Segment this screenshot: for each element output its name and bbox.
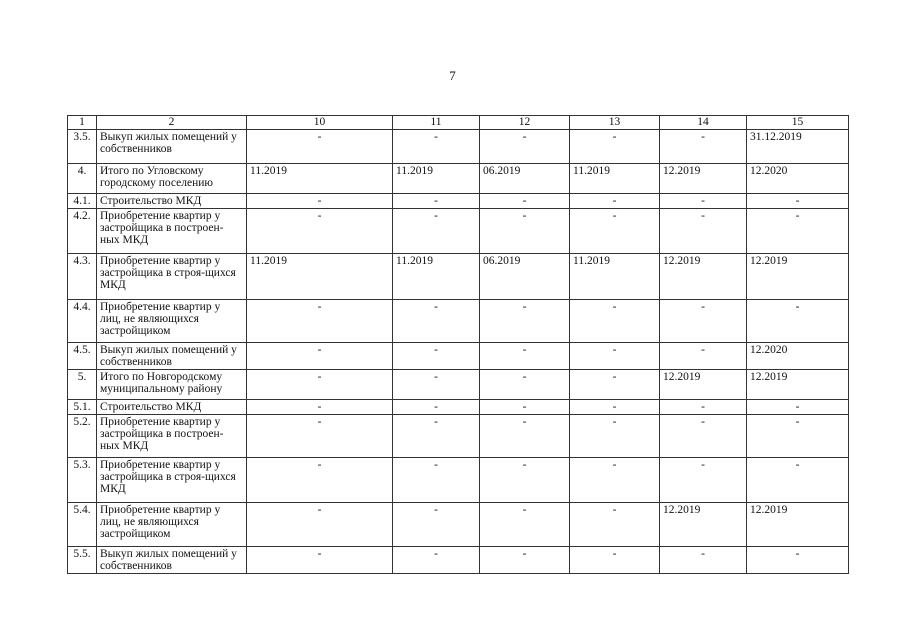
table-row — [68, 194, 849, 209]
table-row — [68, 415, 849, 458]
value-cell: 12.2019 — [747, 370, 849, 400]
table-row — [68, 370, 849, 400]
row-name-cell: Приобретение квартир у застройщика в построен-ных МКД — [97, 415, 247, 458]
value-cell: - — [247, 300, 393, 343]
value-cell: - — [570, 300, 660, 343]
value-cell: - — [247, 415, 393, 458]
value-cell: - — [660, 209, 747, 254]
value-cell: - — [660, 343, 747, 370]
row-number-cell: 5.3. — [68, 458, 97, 503]
value-cell: - — [570, 370, 660, 400]
value-cell: 12.2020 — [747, 164, 849, 194]
value-cell: 11.2019 — [247, 254, 393, 300]
value-cell: - — [747, 415, 849, 458]
row-number-cell: 4.2. — [68, 209, 97, 254]
table-row — [68, 547, 849, 574]
table-row — [68, 130, 849, 164]
schedule-table — [67, 115, 849, 574]
row-name-cell: Итого по Угловскому городскому поселению — [97, 164, 247, 194]
column-header: 14 — [660, 116, 747, 130]
table-row — [68, 300, 849, 343]
row-name-cell: Приобретение квартир у застройщика в строя-щихся МКД — [97, 458, 247, 503]
value-cell: - — [570, 547, 660, 574]
row-number-cell: 3.5. — [68, 130, 97, 164]
value-cell: - — [480, 400, 570, 415]
value-cell: - — [480, 415, 570, 458]
row-number-cell: 4.3. — [68, 254, 97, 300]
value-cell: - — [247, 130, 393, 164]
value-cell: - — [747, 547, 849, 574]
value-cell: 11.2019 — [247, 164, 393, 194]
value-cell: - — [660, 130, 747, 164]
value-cell: 12.2019 — [660, 503, 747, 547]
row-number-cell: 5.5. — [68, 547, 97, 574]
value-cell: 11.2019 — [570, 164, 660, 194]
value-cell: - — [660, 400, 747, 415]
column-header: 10 — [247, 116, 393, 130]
row-number-cell: 5.4. — [68, 503, 97, 547]
column-header: 2 — [97, 116, 247, 130]
value-cell: - — [480, 343, 570, 370]
value-cell: - — [747, 209, 849, 254]
row-name-cell: Строительство МКД — [97, 400, 247, 415]
value-cell: - — [247, 343, 393, 370]
value-cell: - — [480, 130, 570, 164]
row-number-cell: 4.4. — [68, 300, 97, 343]
value-cell: - — [570, 415, 660, 458]
value-cell: - — [660, 547, 747, 574]
value-cell: - — [480, 370, 570, 400]
table-row — [68, 458, 849, 503]
value-cell: 06.2019 — [480, 254, 570, 300]
value-cell: - — [480, 300, 570, 343]
value-cell: 11.2019 — [393, 254, 480, 300]
value-cell: 12.2019 — [660, 164, 747, 194]
value-cell: - — [247, 503, 393, 547]
value-cell: - — [393, 130, 480, 164]
value-cell: - — [393, 547, 480, 574]
row-number-cell: 5.1. — [68, 400, 97, 415]
value-cell: - — [747, 300, 849, 343]
row-name-cell: Выкуп жилых помещений у собственников — [97, 547, 247, 574]
value-cell: - — [247, 400, 393, 415]
value-cell: - — [393, 400, 480, 415]
table-row — [68, 400, 849, 415]
value-cell: - — [747, 194, 849, 209]
value-cell: 11.2019 — [570, 254, 660, 300]
value-cell: 06.2019 — [480, 164, 570, 194]
row-name-cell: Строительство МКД — [97, 194, 247, 209]
value-cell: - — [480, 503, 570, 547]
column-header: 12 — [480, 116, 570, 130]
table-row — [68, 254, 849, 300]
value-cell: - — [393, 343, 480, 370]
column-header: 15 — [747, 116, 849, 130]
value-cell: - — [247, 458, 393, 503]
value-cell: - — [393, 458, 480, 503]
value-cell: - — [480, 547, 570, 574]
value-cell: 12.2019 — [747, 503, 849, 547]
value-cell: - — [660, 194, 747, 209]
value-cell: - — [247, 547, 393, 574]
value-cell: - — [570, 458, 660, 503]
value-cell: - — [480, 458, 570, 503]
value-cell: - — [247, 209, 393, 254]
table-header-row — [68, 116, 849, 130]
row-name-cell: Выкуп жилых помещений у собственников — [97, 130, 247, 164]
value-cell: - — [393, 209, 480, 254]
value-cell: - — [480, 194, 570, 209]
value-cell: - — [393, 300, 480, 343]
table-row — [68, 343, 849, 370]
row-number-cell: 5.2. — [68, 415, 97, 458]
row-name-cell: Приобретение квартир у застройщика в строя-щихся МКД — [97, 254, 247, 300]
value-cell: - — [570, 400, 660, 415]
value-cell: 12.2019 — [660, 370, 747, 400]
value-cell: - — [393, 415, 480, 458]
column-header: 11 — [393, 116, 480, 130]
row-name-cell: Приобретение квартир у застройщика в построен-ных МКД — [97, 209, 247, 254]
value-cell: - — [660, 458, 747, 503]
row-number-cell: 4. — [68, 164, 97, 194]
value-cell: 11.2019 — [393, 164, 480, 194]
row-number-cell: 5. — [68, 370, 97, 400]
row-name-cell: Приобретение квартир у лиц, не являющихся застройщиком — [97, 503, 247, 547]
value-cell: - — [570, 130, 660, 164]
value-cell: 12.2019 — [660, 254, 747, 300]
table-row — [68, 164, 849, 194]
row-number-cell: 4.1. — [68, 194, 97, 209]
value-cell: - — [393, 370, 480, 400]
value-cell: 12.2020 — [747, 343, 849, 370]
value-cell: - — [660, 415, 747, 458]
value-cell: - — [747, 400, 849, 415]
value-cell: - — [570, 209, 660, 254]
value-cell: - — [247, 370, 393, 400]
row-number-cell: 4.5. — [68, 343, 97, 370]
column-header: 13 — [570, 116, 660, 130]
value-cell: - — [570, 343, 660, 370]
table-row — [68, 209, 849, 254]
value-cell: - — [747, 458, 849, 503]
value-cell: - — [393, 503, 480, 547]
value-cell: 12.2019 — [747, 254, 849, 300]
page-number: 7 — [449, 68, 456, 83]
table-body — [68, 130, 849, 574]
value-cell: - — [480, 209, 570, 254]
value-cell: - — [570, 194, 660, 209]
value-cell: - — [570, 503, 660, 547]
value-cell: 31.12.2019 — [747, 130, 849, 164]
value-cell: - — [393, 194, 480, 209]
row-name-cell: Выкуп жилых помещений у собственников — [97, 343, 247, 370]
column-header: 1 — [68, 116, 97, 130]
row-name-cell: Итого по Новгородскому муниципальному району — [97, 370, 247, 400]
row-name-cell: Приобретение квартир у лиц, не являющихся застройщиком — [97, 300, 247, 343]
value-cell: - — [247, 194, 393, 209]
value-cell: - — [660, 300, 747, 343]
table-row — [68, 503, 849, 547]
